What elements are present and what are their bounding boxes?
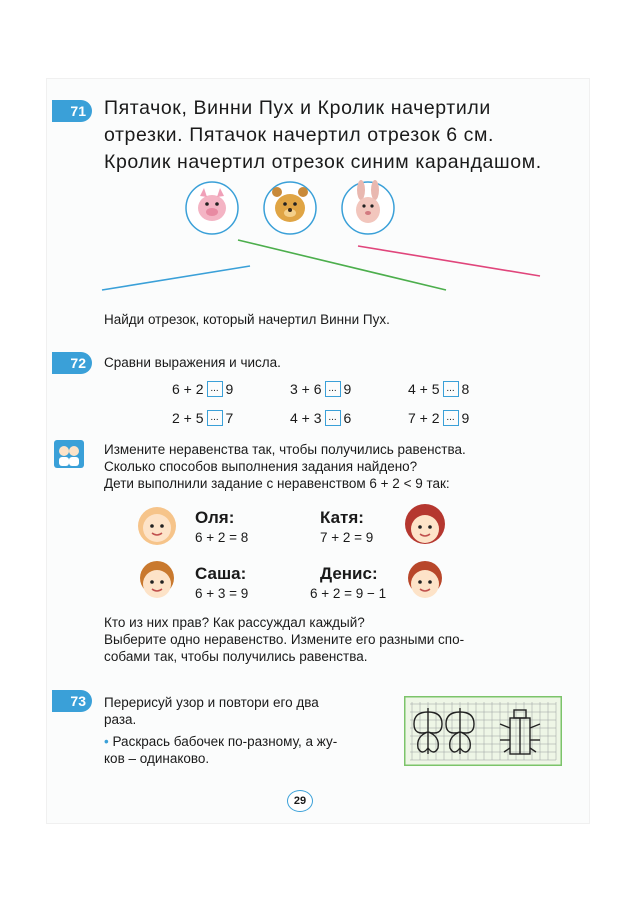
ex73-line-1: Перерисуй узор и повтори его два <box>104 695 319 710</box>
ex73-line-2: раза. <box>104 712 137 727</box>
kid-name-olya: Оля: <box>195 508 235 527</box>
katya-avatar <box>400 500 450 550</box>
pink-segment <box>358 246 540 276</box>
question-line-1: Кто из них прав? Как рассуждал каждый? <box>104 615 365 630</box>
pattern-grid <box>404 696 562 766</box>
kid-eq-olya: 6 + 2 = 8 <box>195 530 249 545</box>
bullet-icon: • <box>104 734 109 749</box>
characters-illustration <box>180 178 400 240</box>
segments-drawing <box>90 236 560 306</box>
page-number: 29 <box>287 790 313 812</box>
answer-box[interactable]: ... <box>325 381 341 397</box>
kid-eq-katya: 7 + 2 = 9 <box>320 530 374 545</box>
exercise-71-number: 71 <box>52 100 92 122</box>
kid-eq-sasha: 6 + 3 = 9 <box>195 586 249 601</box>
question-line-2: Выберите одно неравенство. Измените его разными спо- <box>104 632 465 647</box>
comparison-2: 3 + 6 ... 9 <box>290 381 352 397</box>
comparison-3: 4 + 5 ... 8 <box>408 381 470 397</box>
winnie-pooh-icon <box>264 182 316 234</box>
answer-box[interactable]: ... <box>207 381 223 397</box>
piglet-icon <box>186 182 238 234</box>
ex73-bullet-line-1: • Раскрась бабочек по-разному, а жу- <box>104 734 338 749</box>
olya-avatar <box>132 500 182 550</box>
pair-task-line-1: Измените неравенства так, чтобы получились равенства. <box>104 442 466 457</box>
sasha-avatar <box>132 556 182 606</box>
answer-box[interactable]: ... <box>443 410 459 426</box>
pair-task-line-3: Дети выполнили задание с неравенством 6 + 2 < 9 так: <box>104 476 450 491</box>
ex71-line-2: отрезки. Пятачок начертил отрезок 6 см. <box>104 124 495 146</box>
comparison-5: 4 + 3 ... 6 <box>290 410 352 426</box>
ex71-task: Найди отрезок, который начертил Винни Пух. <box>104 312 390 327</box>
kid-eq-denis: 6 + 2 = 9 − 1 <box>310 586 387 601</box>
pair-work-icon <box>54 440 84 468</box>
kid-name-denis: Денис: <box>320 564 378 583</box>
kid-name-sasha: Саша: <box>195 564 247 583</box>
question-line-3: собами так, чтобы получились равенства. <box>104 649 368 664</box>
ex73-bullet-line-2: ков – одинаково. <box>104 751 210 766</box>
exercise-72-number: 72 <box>52 352 92 374</box>
comparison-4: 2 + 5 ... 7 <box>172 410 234 426</box>
comparison-1: 6 + 2 ... 9 <box>172 381 234 397</box>
ex71-line-1: Пятачок, Винни Пух и Кролик начертили <box>104 97 491 119</box>
ex72-title: Сравни выражения и числа. <box>104 355 281 370</box>
pair-task-line-2: Сколько способов выполнения задания найдено? <box>104 459 418 474</box>
kid-name-katya: Катя: <box>320 508 364 527</box>
comparison-6: 7 + 2 ... 9 <box>408 410 470 426</box>
answer-box[interactable]: ... <box>207 410 223 426</box>
exercise-73-number: 73 <box>52 690 92 712</box>
rabbit-icon <box>342 180 394 234</box>
answer-box[interactable]: ... <box>325 410 341 426</box>
denis-avatar <box>400 556 450 606</box>
ex71-line-3: Кролик начертил отрезок синим карандашом. <box>104 151 542 173</box>
blue-segment <box>102 266 250 290</box>
green-segment <box>238 240 446 290</box>
answer-box[interactable]: ... <box>443 381 459 397</box>
